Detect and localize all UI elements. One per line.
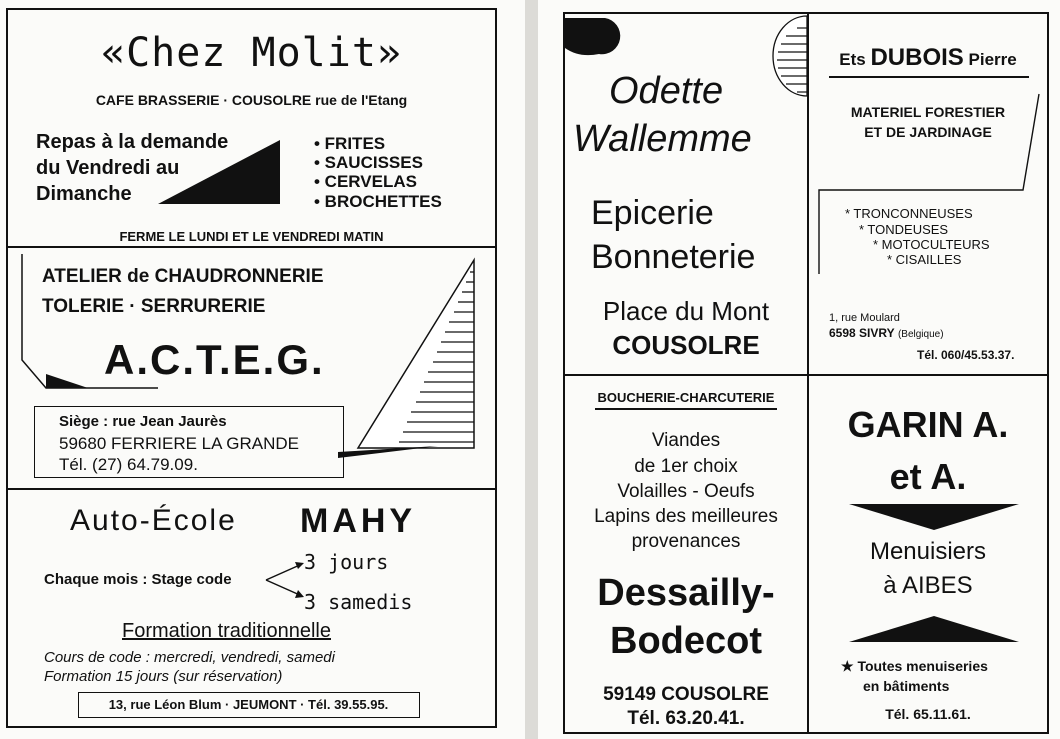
wallemme-name-2: Wallemme [573, 118, 752, 160]
molit-item-1: • FRITES [314, 134, 386, 153]
dessailly-name-2: Bodecot [610, 620, 762, 662]
dessailly-header-rule [595, 408, 777, 410]
dubois-city-line [829, 326, 944, 340]
ad-ets-dubois [807, 12, 1049, 376]
ad-garin [807, 374, 1049, 734]
garin-note-2: en bâtiments [863, 678, 950, 694]
wallemme-town: COUSOLRE [612, 330, 760, 360]
mahy-address-box [78, 692, 420, 718]
dubois-item-1: * TRONCONNEUSES [845, 206, 973, 221]
molit-item-3: • CERVELAS [314, 172, 417, 191]
wallemme-trade-2: Bonneterie [591, 238, 756, 276]
garin-name-1: GARIN A. [847, 404, 1009, 445]
ad-acteg [6, 246, 497, 490]
acteg-line-2: TOLERIE · SERRURERIE [42, 296, 266, 317]
garin-trade-1: Menuisiers [869, 538, 987, 565]
dessailly-line-5: provenances [631, 531, 741, 552]
molit-item-4: • BROCHETTES [314, 192, 442, 211]
dessailly-line-4: Lapins des meilleures [594, 506, 778, 527]
dessailly-town: 59149 COUSOLRE [603, 684, 769, 705]
garin-down-arrow-graphic [849, 504, 1019, 532]
dubois-desc-1: MATERIEL FORESTIER [850, 104, 1006, 120]
dessailly-name-1: Dessailly- [597, 572, 775, 614]
acteg-address-3: Tél. (27) 64.79.09. [59, 455, 198, 474]
mahy-address: 13, rue Léon Blum · JEUMONT · Tél. 39.55.95. [108, 697, 389, 712]
dubois-phone: Tél. 060/45.53.37. [917, 348, 1015, 362]
mahy-title-part1: Auto-École [70, 504, 237, 537]
mahy-option-2: 3 samedis [304, 590, 413, 614]
dessailly-phone: Tél. 63.20.41. [627, 708, 745, 729]
dessailly-line-2: de 1er choix [634, 456, 738, 477]
molit-title: «Chez Molit» [101, 30, 402, 76]
mahy-formation: Formation traditionnelle [122, 620, 331, 642]
acteg-name: A.C.T.E.G. [104, 336, 325, 383]
molit-meal-line-2: du Vendredi au [36, 157, 180, 179]
acteg-address-1: Siège : rue Jean Jaurès [59, 413, 227, 430]
molit-meal-line-1: Repas à la demande [36, 131, 229, 153]
mahy-cours: Cours de code : mercredi, vendredi, samedi [44, 649, 335, 666]
wallemme-trade-1: Epicerie [591, 194, 714, 232]
page-gutter [525, 0, 538, 739]
wallemme-place: Place du Mont [602, 296, 770, 326]
molit-subtitle: CAFE BRASSERIE · COUSOLRE rue de l'Etang [95, 92, 408, 108]
garin-name-2: et A. [889, 456, 967, 497]
dessailly-line-1: Viandes [651, 430, 721, 451]
molit-triangle-graphic [158, 138, 283, 208]
ad-dessailly-bodecot [563, 374, 809, 734]
molit-meal-line-3: Dimanche [36, 183, 132, 205]
molit-closing: FERME LE LUNDI ET LE VENDREDI MATIN [119, 229, 384, 244]
garin-up-arrow-graphic [849, 614, 1019, 644]
dubois-item-3: * MOTOCULTEURS [873, 237, 990, 252]
mahy-stage: Chaque mois : Stage code [44, 571, 232, 588]
garin-note-1: ★ Toutes menuiseries [841, 658, 988, 674]
ad-odette-wallemme [563, 12, 809, 376]
mahy-arrows-graphic [264, 558, 308, 602]
wallemme-name-1: Odette [609, 70, 724, 112]
ad-chez-molit [6, 8, 497, 248]
dubois-country: (Belgique) [897, 329, 944, 340]
dubois-city: 6598 SIVRY [829, 326, 895, 340]
mahy-duree: Formation 15 jours (sur réservation) [44, 668, 283, 685]
dubois-name: DUBOIS [870, 44, 964, 71]
garin-phone: Tél. 65.11.61. [885, 706, 971, 722]
ad-auto-ecole-mahy [6, 488, 497, 728]
dubois-prefix: Ets [839, 50, 866, 69]
dessailly-line-3: Volailles - Oeufs [617, 481, 755, 502]
mahy-title-part2: MAHY [300, 502, 417, 540]
dubois-suffix: Pierre [968, 50, 1017, 69]
acteg-address-2: 59680 FERRIERE LA GRANDE [59, 434, 299, 453]
dubois-item-2: * TONDEUSES [859, 222, 949, 237]
dessailly-header: BOUCHERIE-CHARCUTERIE [597, 390, 775, 405]
mahy-option-1: 3 jours [304, 550, 389, 574]
garin-trade-2: à AIBES [883, 572, 973, 599]
dubois-desc-2: ET DE JARDINAGE [864, 124, 992, 140]
dubois-street: 1, rue Moulard [829, 312, 900, 324]
acteg-address-box [34, 406, 344, 478]
molit-item-2: • SAUCISSES [314, 153, 423, 172]
acteg-line-1: ATELIER de CHAUDRONNERIE [42, 266, 324, 287]
dubois-item-4: * CISAILLES [887, 252, 962, 267]
